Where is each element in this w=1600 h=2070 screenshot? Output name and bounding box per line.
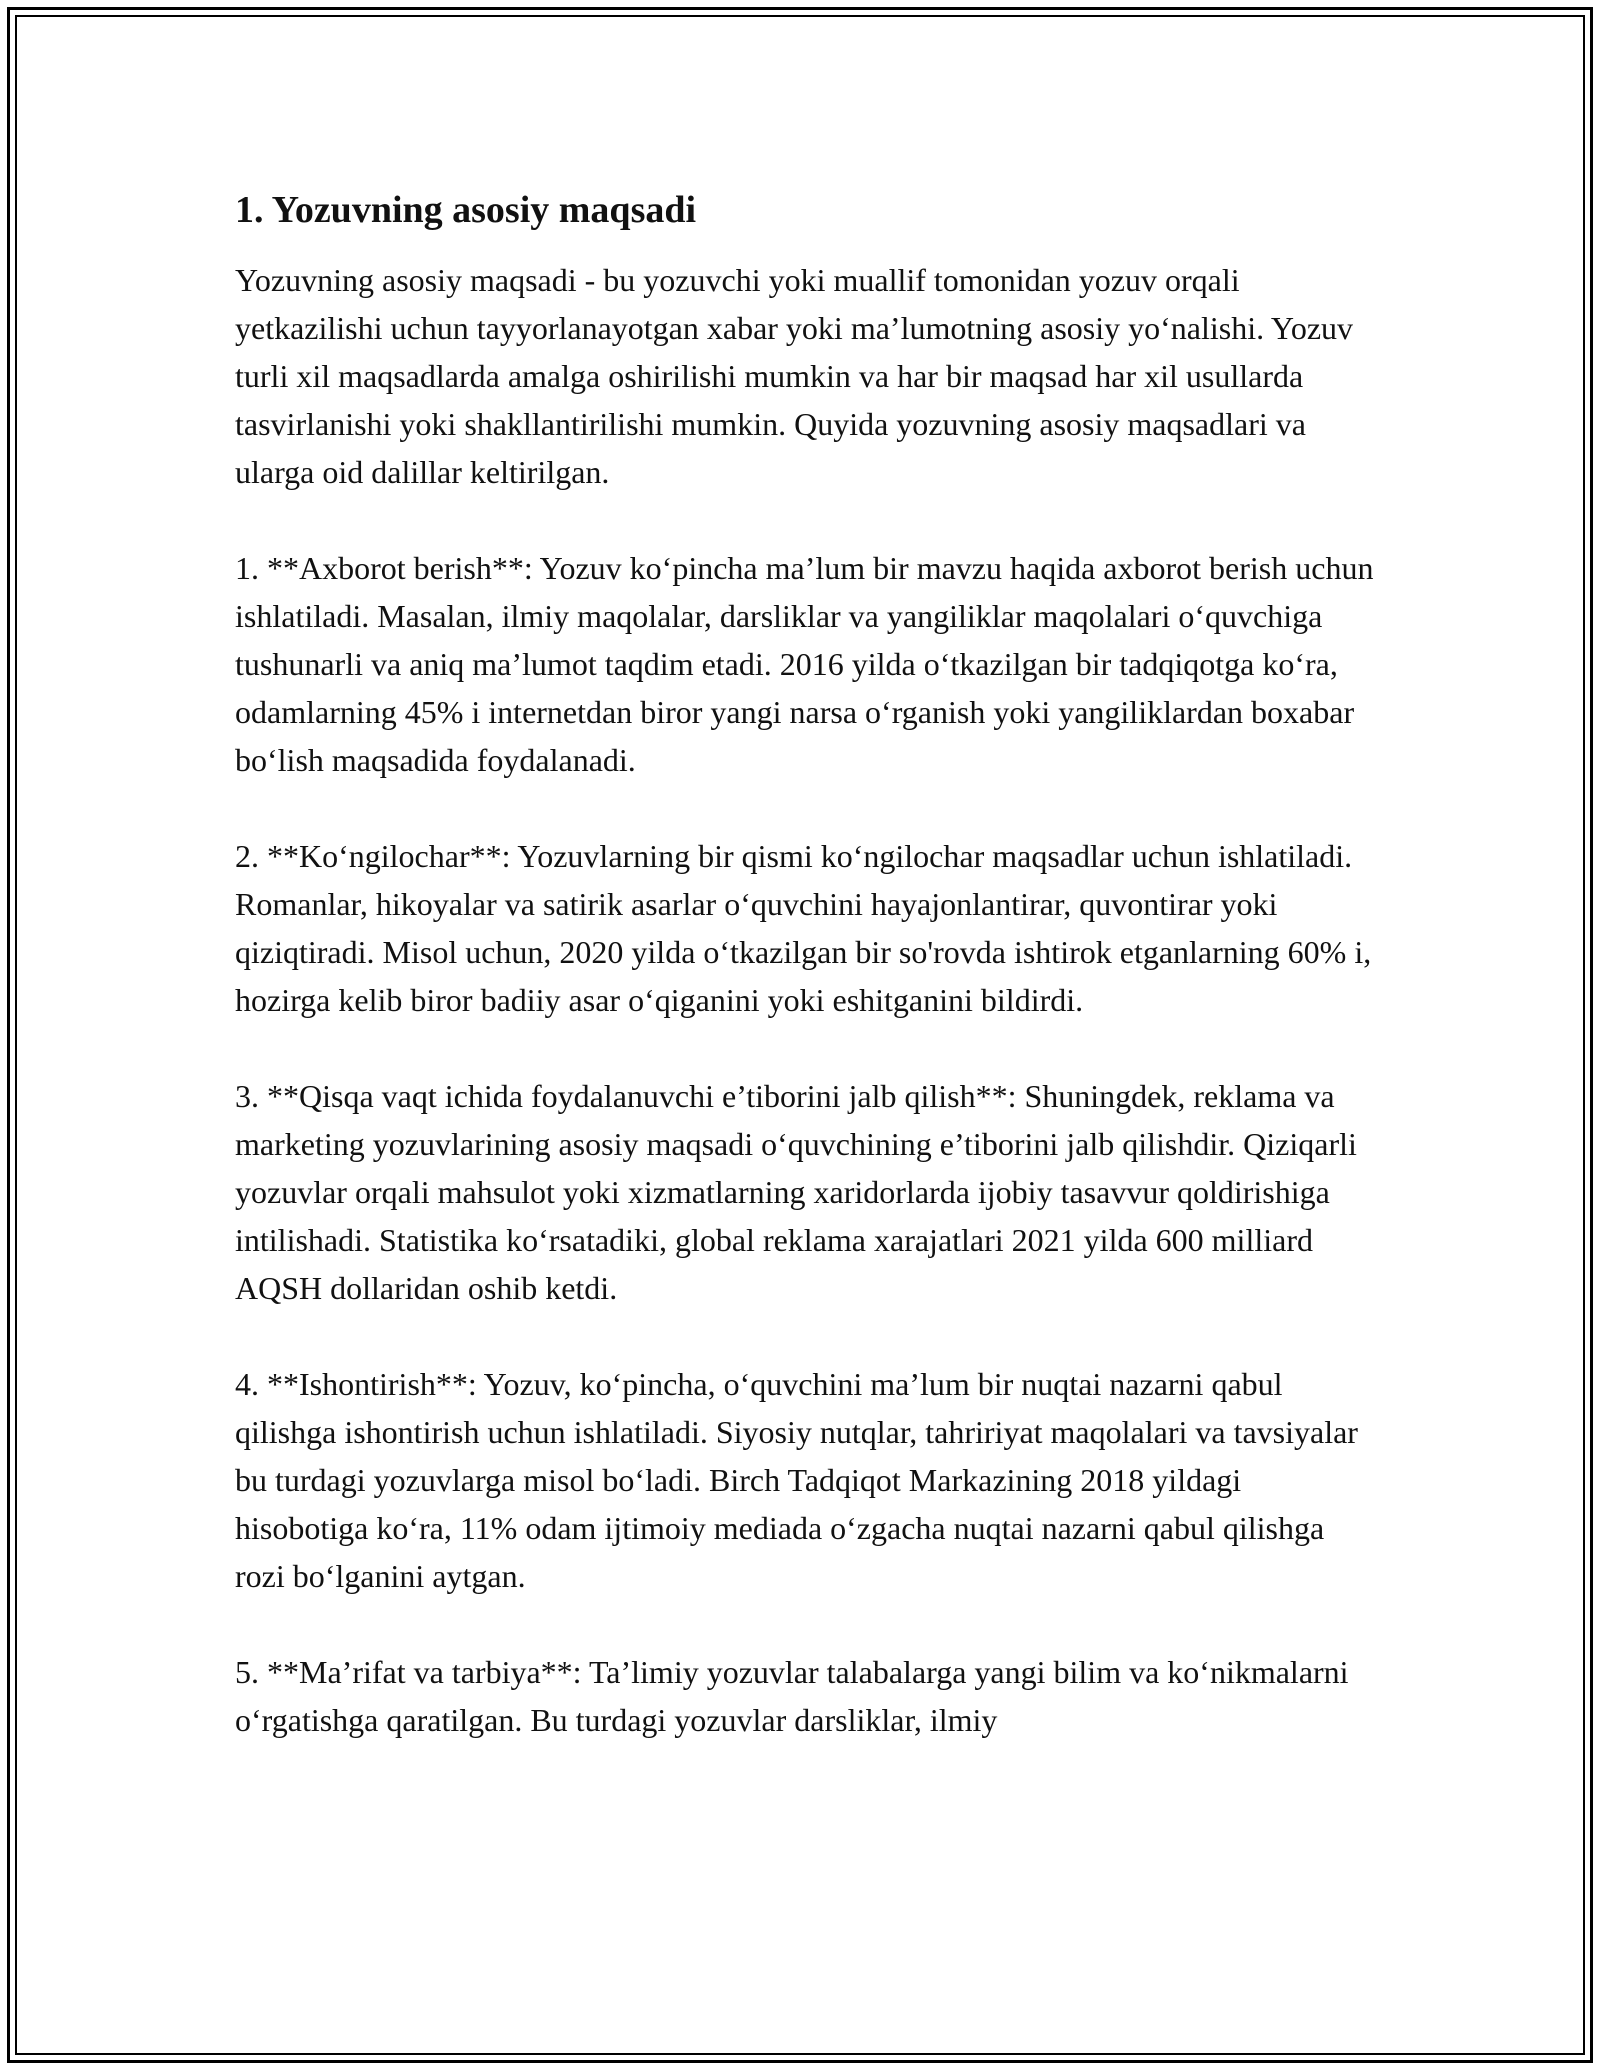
section-heading: 1. Yozuvning asosiy maqsadi <box>235 189 697 231</box>
paragraph-kongilochar: 2. **Ko‘ngilochar**: Yozuvlarning bir qismi ko‘ngilochar maqsadlar uchun ishlatiladi. Romanlar, hikoyalar va satirik asarlar o‘quvchini hayajonlantirar, quvontirar yoki qiziqtiradi. Misol uchun, 2020 yilda o‘tkazilgan bir so'rovda ishtirok etganlarning 60% i, hozirga kelib biror badiiy asar o‘qiganini yoki eshitganini bildirdi. <box>235 838 1372 1018</box>
paragraph-axborot-berish: 1. **Axborot berish**: Yozuv ko‘pincha ma’lum bir mavzu haqida axborot berish uchun ishlatiladi. Masalan, ilmiy maqolalar, darsliklar va yangiliklar maqolalari o‘quvchiga tushunarli va aniq ma’lumot taqdim etadi. 2016 yilda o‘tkazilgan bir tadqiqotga ko‘ra, odamlarning 45% i internetdan biror yangi narsa o‘rganish yoki yangiliklardan boxabar bo‘lish maqsadida foydalanadi. <box>235 550 1374 778</box>
intro-paragraph: Yozuvning asosiy maqsadi - bu yozuvchi yoki muallif tomonidan yozuv orqali yetkazilishi uchun tayyorlanayotgan xabar yoki ma’lumotning asosiy yo‘nalishi. Yozuv turli xil maqsadlarda amalga oshirilishi mumkin va har bir maqsad har xil usullarda tasvirlanishi yoki shakllantirilishi mumkin. Quyida yozuvning asosiy maqsadlari va ularga oid dalillar keltirilgan. <box>235 262 1354 490</box>
document-body <box>235 186 1380 1744</box>
paragraph-ishontirish: 4. **Ishontirish**: Yozuv, ko‘pincha, o‘quvchini ma’lum bir nuqtai nazarni qabul qilishga ishontirish uchun ishlatiladi. Siyosiy nutqlar, tahririyat maqolalari va tavsiyalar bu turdagi yozuvlarga misol bo‘ladi. Birch Tadqiqot Markazining 2018 yildagi hisobotiga ko‘ra, 11% odam ijtimoiy mediada o‘zgacha nuqtai nazarni qabul qilishga rozi bo‘lganini aytgan. <box>235 1366 1358 1594</box>
paragraph-etibor-jalb-qilish: 3. **Qisqa vaqt ichida foydalanuvchi e’tiborini jalb qilish**: Shuningdek, reklama va marketing yozuvlarining asosiy maqsadi o‘quvchining e’tiborini jalb qilishdir. Qiziqarli yozuvlar orqali mahsulot yoki xizmatlarning xaridorlarda ijobiy tasavvur qoldirishiga intilishadi. Statistika ko‘rsatadiki, global reklama xarajatlari 2021 yilda 600 milliard AQSH dollaridan oshib ketdi. <box>235 1078 1357 1306</box>
paragraph-marifat-tarbiya: 5. **Ma’rifat va tarbiya**: Ta’limiy yozuvlar talabalarga yangi bilim va ko‘nikmalarni o‘rgatishga qaratilgan. Bu turdagi yozuvlar darsliklar, ilmiy <box>235 1654 1349 1738</box>
